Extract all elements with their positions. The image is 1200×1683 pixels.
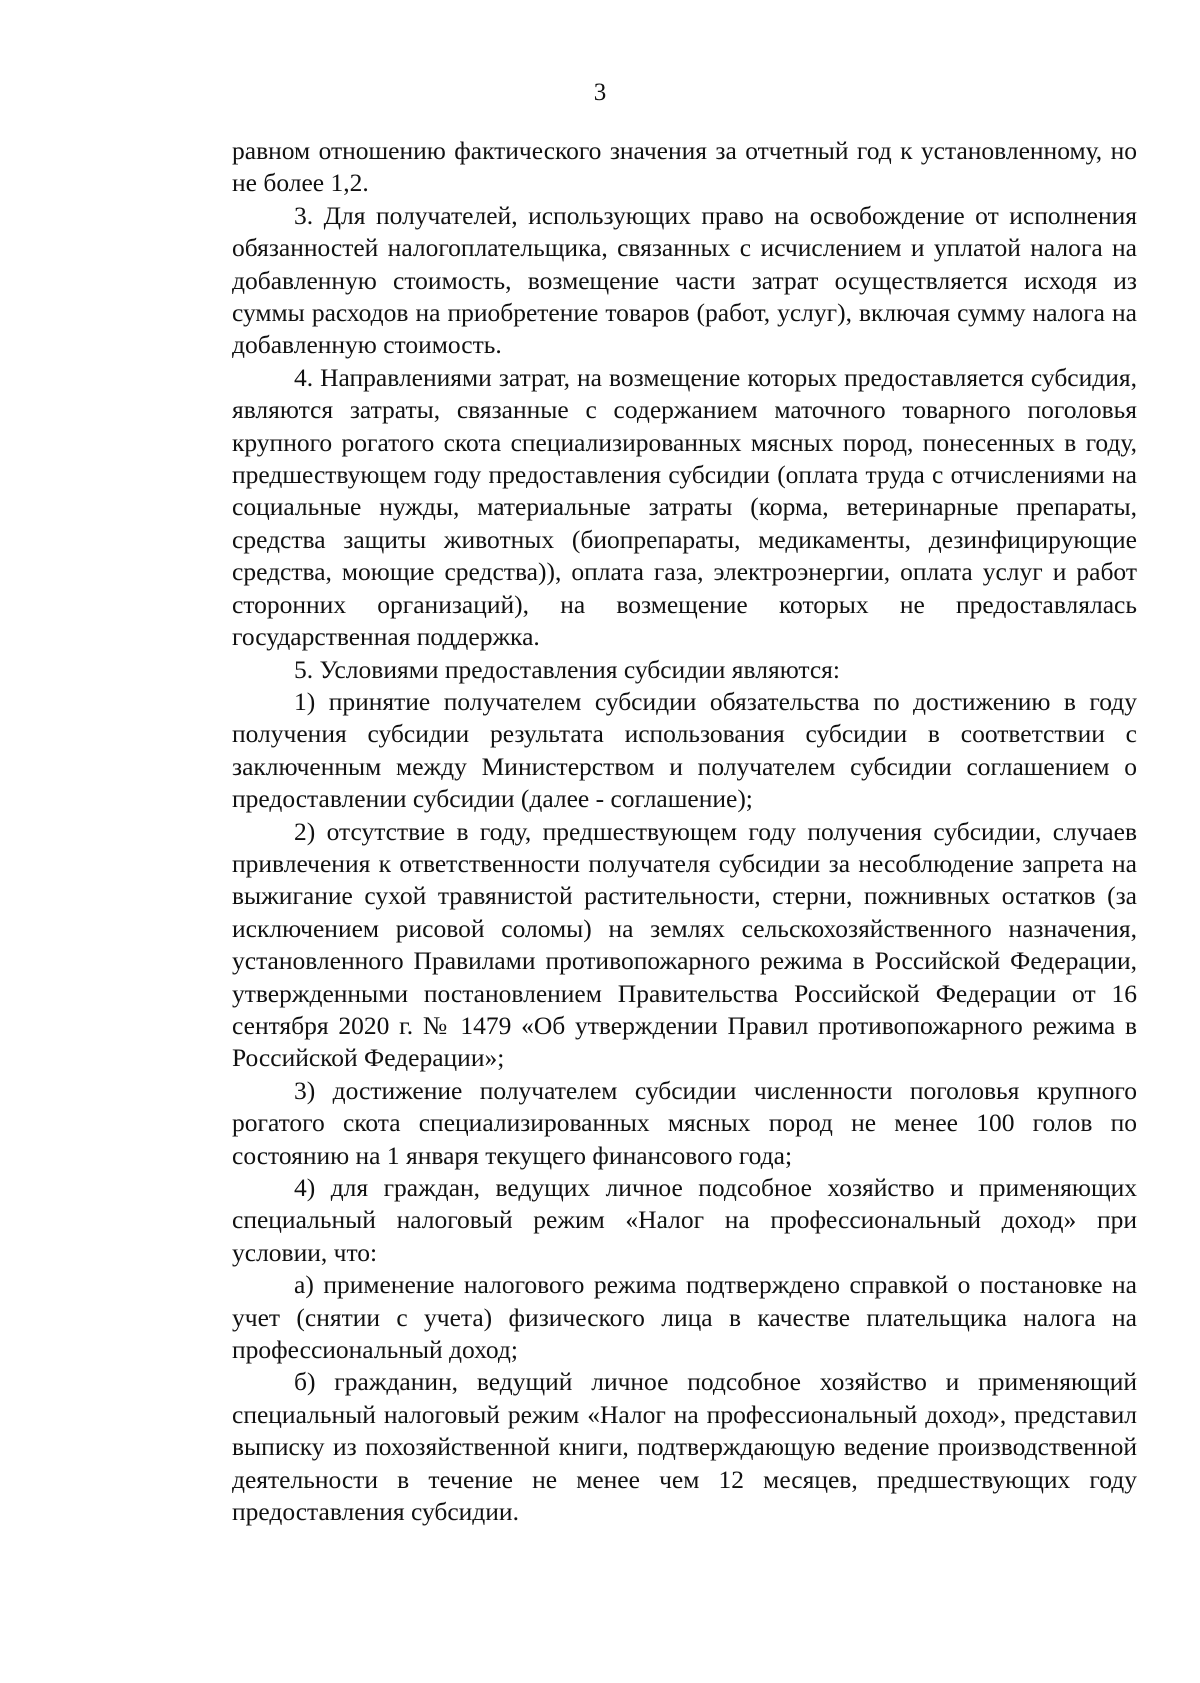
paragraph-condition-4: 4) для граждан, ведущих личное подсобное хозяйство и применяющих специальный налоговый режим «Налог на профессиональный доход» при условии, что: <box>232 1173 1137 1267</box>
paragraph-condition-2: 2) отсутствие в году, предшествующем году получения субсидии, случаев привлечения к ответственности получателя субсидии за несоблюдение запрета на выжигание сухой травянистой растительности, стерни, пожнивных остатков (за исключением рисовой соломы) на землях сельскохозяйственного назначения, установленного Правилами противопожарного режима в Российской Федерации, утвержденными постановлением Правительства Российской Федерации от 16 сентября 2020 г. № 1479 «Об утверждении Правил противопожарного режима в Российской Федерации»; <box>232 816 1137 1073</box>
paragraph-subcondition-b: б) гражданин, ведущий личное подсобное хозяйство и применяющий специальный налоговый режим «Налог на профессиональный доход», представил выписку из похозяйственной книги, подтверждающую ведение производственной деятельности в течение не менее чем 12 месяцев, предшествующих году предоставления субсидии. <box>232 1367 1137 1527</box>
paragraph-subcondition-a: а) применение налогового режима подтверждено справкой о постановке на учет (снятии с учета) физического лица в качестве плательщика налога на профессиональный доход; <box>232 1270 1137 1365</box>
paragraph-item-5: 5. Условиями предоставления субсидии являются: <box>294 654 840 684</box>
document-body <box>232 135 1137 1528</box>
paragraph-continuation: равном отношению фактического значения за отчетный год к установленному, но не более 1,2. <box>232 136 1137 198</box>
paragraph-item-4: 4. Направлениями затрат, на возмещение которых предоставляется субсидия, являются затраты, связанные с содержанием маточного товарного поголовья крупного рогатого скота специализированных мясных пород, понесенных в году, предшествующем году предоставления субсидии (оплата труда с отчислениями на социальные нужды, материальные затраты (корма, ветеринарные препараты, средства защиты животных (биопрепараты, медикаменты, дезинфицирующие средства, моющие средства)), оплата газа, электроэнергии, оплата услуг и работ сторонних организаций), на возмещение которых не предоставлялась государственная поддержка. <box>232 362 1137 652</box>
paragraph-condition-1: 1) принятие получателем субсидии обязательства по достижению в году получения субсидии результата использования субсидии в соответствии с заключенным между Министерством и получателем субсидии соглашением о предоставлении субсидии (далее - соглашение); <box>232 686 1137 814</box>
paragraph-item-3: 3. Для получателей, использующих право на освобождение от исполнения обязанностей налогоплательщика, связанных с исчислением и уплатой налога на добавленную стоимость, возмещение части затрат осуществляется исходя из суммы расходов на приобретение товаров (работ, услуг), включая сумму налога на добавленную стоимость. <box>232 200 1137 360</box>
page-number: 3 <box>593 79 607 106</box>
paragraph-condition-3: 3) достижение получателем субсидии численности поголовья крупного рогатого скота специализированных мясных пород не менее 100 голов по состоянию на 1 января текущего финансового года; <box>232 1075 1137 1170</box>
